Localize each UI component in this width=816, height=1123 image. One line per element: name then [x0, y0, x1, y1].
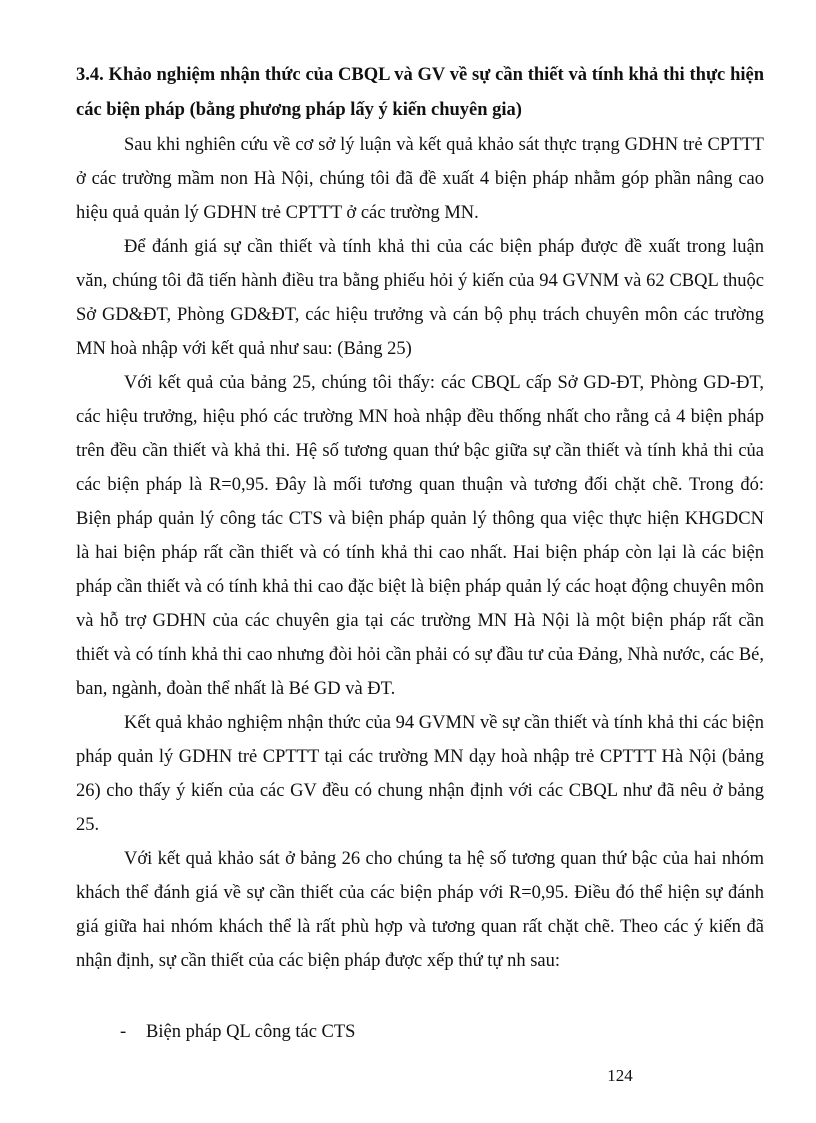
page-number: 124	[607, 1066, 633, 1085]
section-heading: 3.4. Khảo nghiệm nhận thức của CBQL và GV về sự cần thiết và tính khả thi thực hiện các biện pháp (bằng phương pháp lấy ý kiến chuyên gia)	[76, 65, 764, 120]
paragraph: Sau khi nghiên cứu về cơ sở lý luận và kết quả khảo sát thực trạng GDHN trẻ CPTTT ở các trường mầm non Hà Nội, chúng tôi đã đề xuất 4 biện pháp nhằm góp phần nâng cao hiệu quả quản lý GDHN trẻ CPTTT ở các trường MN.	[76, 135, 764, 223]
list-item	[120, 1015, 355, 1049]
list-item-text: Biện pháp QL công tác CTS	[146, 1022, 356, 1042]
paragraph: Với kết quả của bảng 25, chúng tôi thấy: các CBQL cấp Sở GD-ĐT, Phòng GD-ĐT, các hiệu trưởng, hiệu phó các trường MN hoà nhập đều thống nhất cho rằng cả 4 biện pháp trên đều cần thiết và khả thi. Hệ số tương quan thứ bậc giữa sự cần thiết và tính khả thi của các biện pháp là R=0,95. Đây là mối tương quan thuận và tương đối chặt chẽ. Trong đó: Biện pháp quản lý công tác CTS và biện pháp quản lý thông qua việc thực hiện KHGDCN là hai biện pháp rất cần thiết và có tính khả thi cao nhất. Hai biện pháp còn lại là các biện pháp cần thiết và có tính khả thi cao đặc biệt là biện pháp quản lý các hoạt động chuyên môn và hỗ trợ GDHN của các chuyên gia tại các trường MN Hà Nội là một biện pháp rất cần thiết và có tính khả thi cao nhưng đòi hỏi cần phải có sự đầu tư của Đảng, Nhà nước, các Bé, ban, ngành, đoàn thể nhất là Bé GD và ĐT.	[76, 373, 764, 699]
paragraph: Kết quả khảo nghiệm nhận thức của 94 GVMN về sự cần thiết và tính khả thi các biện pháp quản lý GDHN trẻ CPTTT tại các trường MN dạy hoà nhập trẻ CPTTT Hà Nội (bảng 26) cho thấy ý kiến của các GV đều có chung nhận định với các CBQL như đã nêu ở bảng 25.	[76, 713, 764, 835]
list-bullet: -	[120, 1022, 127, 1042]
paragraph: Với kết quả khảo sát ở bảng 26 cho chúng ta hệ số tương quan thứ bậc của hai nhóm khách thể đánh giá về sự cần thiết của các biện pháp với R=0,95. Điều đó thể hiện sự đánh giá giữa hai nhóm khách thể là rất phù hợp và tương quan rất chặt chẽ. Theo các ý kiến đã nhận định, sự cần thiết của các biện pháp được xếp thứ tự nh sau:	[76, 849, 764, 971]
measures-list	[120, 1015, 355, 1049]
document-page	[76, 58, 764, 978]
paragraph: Để đánh giá sự cần thiết và tính khả thi của các biện pháp được đề xuất trong luận văn, chúng tôi đã tiến hành điều tra bằng phiếu hỏi ý kiến của 94 GVNM và 62 CBQL thuộc Sở GD&ĐT, Phòng GD&ĐT, các hiệu trưởng và cán bộ phụ trách chuyên môn các trường MN hoà nhập với kết quả như sau: (Bảng 25)	[76, 237, 764, 359]
